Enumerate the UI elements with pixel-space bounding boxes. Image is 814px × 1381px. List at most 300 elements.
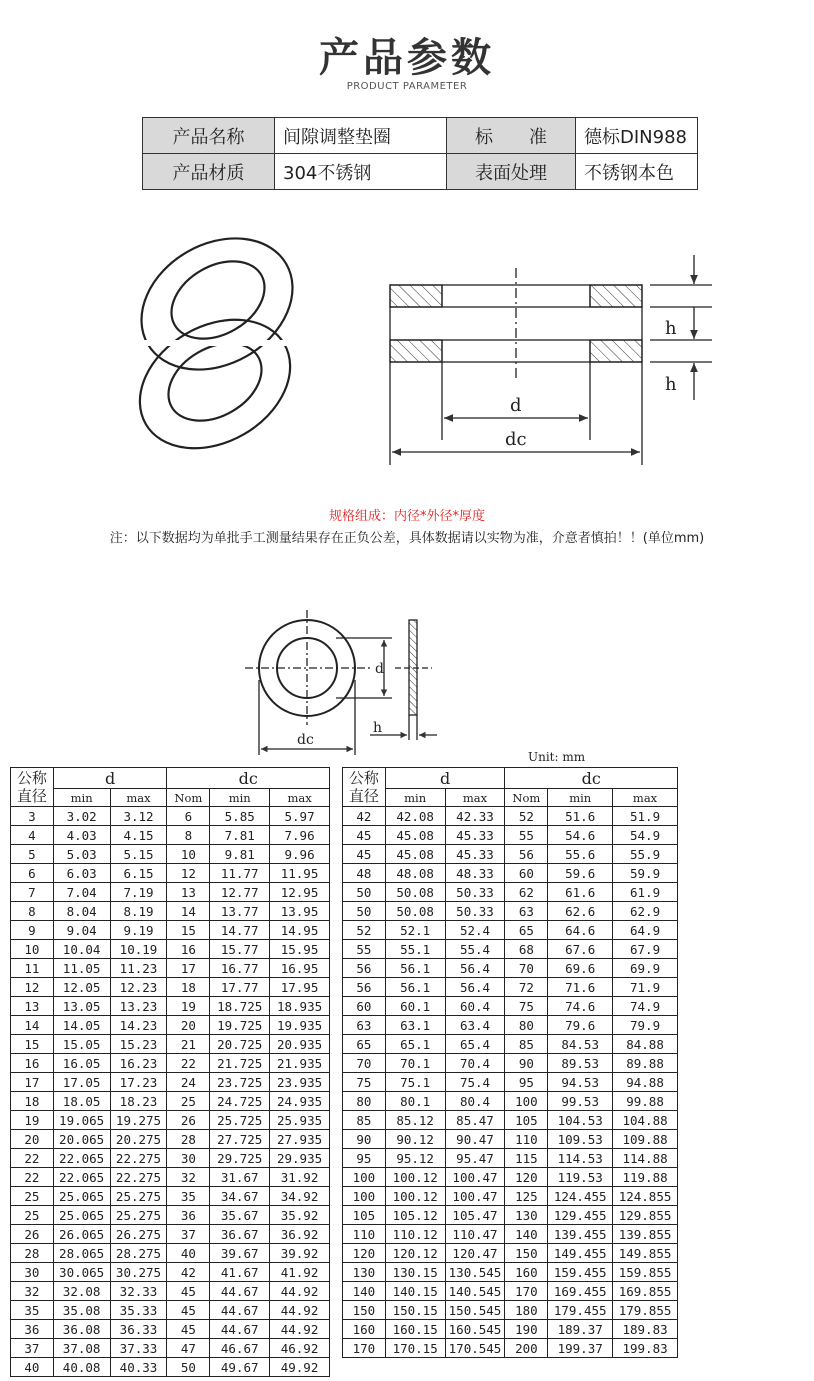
label-h: h: [665, 318, 677, 339]
header-min: min: [210, 789, 270, 807]
table-row: [11, 1187, 330, 1206]
table-cell: 21: [167, 1035, 210, 1054]
table-cell: 46.92: [270, 1339, 330, 1358]
table-cell: 56.4: [445, 959, 505, 978]
table-cell: 6.03: [53, 864, 110, 883]
spec-composition: 规格组成：内径*外径*厚度: [328, 509, 485, 524]
table-cell: 45: [167, 1320, 210, 1339]
table-cell: 100.12: [385, 1168, 445, 1187]
table-cell: 35.33: [110, 1301, 167, 1320]
table-cell: 16.23: [110, 1054, 167, 1073]
table-cell: 7.81: [210, 826, 270, 845]
table-cell: 39.92: [270, 1244, 330, 1263]
table-cell: 17.05: [53, 1073, 110, 1092]
table-cell: 139.455: [548, 1225, 613, 1244]
table-cell: 115: [505, 1149, 548, 1168]
table-cell: 61.6: [548, 883, 613, 902]
table-cell: 16.05: [53, 1054, 110, 1073]
table-row: [343, 1263, 678, 1282]
table-cell: 3: [11, 807, 54, 826]
table-cell: 26: [167, 1111, 210, 1130]
table-cell: 169.455: [548, 1282, 613, 1301]
table-cell: 64.6: [548, 921, 613, 940]
table-cell: 24.935: [270, 1092, 330, 1111]
table-cell: 45: [167, 1301, 210, 1320]
page-subtitle: PRODUCT PARAMETER: [346, 81, 468, 92]
table-cell: 70: [505, 959, 548, 978]
table-cell: 28: [11, 1244, 54, 1263]
table-row: [11, 959, 330, 978]
header-min: min: [53, 789, 110, 807]
table-cell: 56: [343, 959, 386, 978]
table-cell: 150: [505, 1244, 548, 1263]
table-cell: 16.95: [270, 959, 330, 978]
table-cell: 56.4: [445, 978, 505, 997]
table-cell: 50: [343, 883, 386, 902]
washer-diagram: [0, 0, 814, 500]
table-cell: 41.92: [270, 1263, 330, 1282]
table-row: [343, 1168, 678, 1187]
table-cell: 45: [343, 845, 386, 864]
table-cell: 45.08: [385, 845, 445, 864]
table-row: [343, 826, 678, 845]
table-cell: 199.37: [548, 1339, 613, 1358]
table-cell: 95.12: [385, 1149, 445, 1168]
table-cell: 110: [505, 1130, 548, 1149]
table-cell: 45.33: [445, 845, 505, 864]
table-cell: 31.92: [270, 1168, 330, 1187]
table-cell: 99.88: [613, 1092, 678, 1111]
table-cell: 75.4: [445, 1073, 505, 1092]
table-cell: 7.96: [270, 826, 330, 845]
header-min: min: [385, 789, 445, 807]
table-row: [343, 864, 678, 883]
table-row: [11, 1282, 330, 1301]
table-cell: 19.065: [53, 1111, 110, 1130]
table-cell: 5.97: [270, 807, 330, 826]
table-cell: 44.67: [210, 1320, 270, 1339]
table-cell: 30: [167, 1149, 210, 1168]
table-cell: 42.33: [445, 807, 505, 826]
table-cell: 20.725: [210, 1035, 270, 1054]
table-cell: 34.67: [210, 1187, 270, 1206]
table-cell: 25.275: [110, 1187, 167, 1206]
table-cell: 12.05: [53, 978, 110, 997]
table-cell: 67.9: [613, 940, 678, 959]
table-row: [343, 1244, 678, 1263]
table-cell: 160.545: [445, 1320, 505, 1339]
table-cell: 4: [11, 826, 54, 845]
table-row: [343, 1054, 678, 1073]
table-cell: 8: [167, 826, 210, 845]
table-cell: 63: [505, 902, 548, 921]
table-row: [11, 1225, 330, 1244]
table-cell: 160: [343, 1320, 386, 1339]
table-cell: 90: [343, 1130, 386, 1149]
table-cell: 40.33: [110, 1358, 167, 1377]
table-cell: 25.065: [53, 1187, 110, 1206]
table-cell: 71.6: [548, 978, 613, 997]
table-cell: 44.92: [270, 1301, 330, 1320]
table-row: [11, 997, 330, 1016]
table-cell: 29.725: [210, 1149, 270, 1168]
table-cell: 37: [167, 1225, 210, 1244]
table-cell: 25: [11, 1206, 54, 1225]
table-cell: 8.19: [110, 902, 167, 921]
table-row: [11, 1244, 330, 1263]
table-cell: 59.6: [548, 864, 613, 883]
table-cell: 42: [343, 807, 386, 826]
dimension-table-right: [342, 767, 678, 1358]
table-cell: 35.67: [210, 1206, 270, 1225]
table-cell: 11.95: [270, 864, 330, 883]
table-cell: 37.33: [110, 1339, 167, 1358]
table-cell: 105.47: [445, 1206, 505, 1225]
table-cell: 54.9: [613, 826, 678, 845]
table-cell: 25.725: [210, 1111, 270, 1130]
table-cell: 16: [11, 1054, 54, 1073]
table-cell: 150.15: [385, 1301, 445, 1320]
table-row: [11, 1111, 330, 1130]
table-row: [11, 1358, 330, 1377]
table-cell: 180: [505, 1301, 548, 1320]
table-row: [343, 845, 678, 864]
table-cell: 80.4: [445, 1092, 505, 1111]
table-row: [11, 978, 330, 997]
table-cell: 80: [505, 1016, 548, 1035]
table-cell: 129.455: [548, 1206, 613, 1225]
header-dc: dc: [167, 768, 330, 789]
table-row: [343, 1301, 678, 1320]
table-cell: 32: [167, 1168, 210, 1187]
table-cell: 65.1: [385, 1035, 445, 1054]
table-cell: 149.855: [613, 1244, 678, 1263]
table-cell: 42: [167, 1263, 210, 1282]
table-cell: 32.08: [53, 1282, 110, 1301]
table-cell: 70.1: [385, 1054, 445, 1073]
table-cell: 69.6: [548, 959, 613, 978]
table-cell: 124.455: [548, 1187, 613, 1206]
table-cell: 20.065: [53, 1130, 110, 1149]
table-cell: 85.12: [385, 1111, 445, 1130]
table-cell: 65: [343, 1035, 386, 1054]
table-cell: 119.88: [613, 1168, 678, 1187]
table-cell: 18.23: [110, 1092, 167, 1111]
table-row: [343, 902, 678, 921]
table-cell: 12: [11, 978, 54, 997]
table-cell: 65.4: [445, 1035, 505, 1054]
header-nominal: 公称直径: [11, 768, 54, 807]
table-cell: 56: [343, 978, 386, 997]
table-cell: 17.23: [110, 1073, 167, 1092]
table-cell: 48.08: [385, 864, 445, 883]
table-cell: 104.53: [548, 1111, 613, 1130]
table-cell: 25.935: [270, 1111, 330, 1130]
table-cell: 31.67: [210, 1168, 270, 1187]
table-row: [343, 997, 678, 1016]
table-cell: 30: [11, 1263, 54, 1282]
header-d: d: [385, 768, 505, 789]
table-cell: 40: [167, 1244, 210, 1263]
table-row: [11, 1320, 330, 1339]
spec-label: 产品材质: [143, 154, 275, 190]
table-cell: 54.6: [548, 826, 613, 845]
table-row: [11, 1206, 330, 1225]
table-cell: 80.1: [385, 1092, 445, 1111]
table-cell: 22.065: [53, 1168, 110, 1187]
table-cell: 36: [167, 1206, 210, 1225]
table-cell: 25: [11, 1187, 54, 1206]
table-cell: 100.47: [445, 1168, 505, 1187]
table-cell: 12: [167, 864, 210, 883]
table-cell: 36.33: [110, 1320, 167, 1339]
table-cell: 55: [343, 940, 386, 959]
table-cell: 71.9: [613, 978, 678, 997]
table-cell: 48: [343, 864, 386, 883]
table-cell: 130: [343, 1263, 386, 1282]
table-cell: 100.47: [445, 1187, 505, 1206]
table-cell: 60.4: [445, 997, 505, 1016]
table-cell: 74.6: [548, 997, 613, 1016]
table-cell: 49.92: [270, 1358, 330, 1377]
table-cell: 130: [505, 1206, 548, 1225]
table-row: [11, 1092, 330, 1111]
table-cell: 42.08: [385, 807, 445, 826]
table-cell: 14.05: [53, 1016, 110, 1035]
table-cell: 17: [167, 959, 210, 978]
table-cell: 109.88: [613, 1130, 678, 1149]
table-cell: 7: [11, 883, 54, 902]
table-row: [343, 959, 678, 978]
table-cell: 40.08: [53, 1358, 110, 1377]
table-cell: 25.065: [53, 1206, 110, 1225]
table-cell: 52.1: [385, 921, 445, 940]
table-row: [343, 921, 678, 940]
table-cell: 37: [11, 1339, 54, 1358]
table-cell: 36.08: [53, 1320, 110, 1339]
table-cell: 72: [505, 978, 548, 997]
spec-label: 标 准: [447, 118, 576, 154]
table-cell: 20.935: [270, 1035, 330, 1054]
table-cell: 9.19: [110, 921, 167, 940]
table-cell: 27.725: [210, 1130, 270, 1149]
table-cell: 150: [343, 1301, 386, 1320]
table-cell: 55.1: [385, 940, 445, 959]
table-cell: 75: [343, 1073, 386, 1092]
table-cell: 22: [167, 1054, 210, 1073]
table-row: [11, 1149, 330, 1168]
table-cell: 55: [505, 826, 548, 845]
table-cell: 60: [505, 864, 548, 883]
table-cell: 46.67: [210, 1339, 270, 1358]
header-max: max: [445, 789, 505, 807]
label-dc: dc: [505, 429, 527, 450]
table-cell: 9.04: [53, 921, 110, 940]
table-cell: 200: [505, 1339, 548, 1358]
table-cell: 129.855: [613, 1206, 678, 1225]
table-cell: 100.12: [385, 1187, 445, 1206]
table-cell: 20.275: [110, 1130, 167, 1149]
table-cell: 28.065: [53, 1244, 110, 1263]
label-h: h: [665, 374, 677, 395]
header-max: max: [270, 789, 330, 807]
table-row: [343, 1130, 678, 1149]
table-row: [343, 940, 678, 959]
header-nominal: 公称直径: [343, 768, 386, 807]
table-cell: 62.9: [613, 902, 678, 921]
header-nom: Nom: [505, 789, 548, 807]
header-nom: Nom: [167, 789, 210, 807]
table-cell: 44.92: [270, 1320, 330, 1339]
table-cell: 189.83: [613, 1320, 678, 1339]
table-cell: 199.83: [613, 1339, 678, 1358]
table-row: [11, 1035, 330, 1054]
table-cell: 11.05: [53, 959, 110, 978]
table-cell: 69.9: [613, 959, 678, 978]
table-cell: 70.4: [445, 1054, 505, 1073]
table-cell: 14.77: [210, 921, 270, 940]
table-cell: 20: [11, 1130, 54, 1149]
table-cell: 159.855: [613, 1263, 678, 1282]
table-cell: 84.53: [548, 1035, 613, 1054]
table-cell: 13: [167, 883, 210, 902]
table-cell: 75: [505, 997, 548, 1016]
small-label-h: h: [373, 720, 383, 736]
table-cell: 45: [167, 1282, 210, 1301]
table-cell: 120.47: [445, 1244, 505, 1263]
table-cell: 8.04: [53, 902, 110, 921]
table-cell: 50: [343, 902, 386, 921]
table-cell: 8: [11, 902, 54, 921]
table-cell: 109.53: [548, 1130, 613, 1149]
table-cell: 55.6: [548, 845, 613, 864]
table-cell: 50: [167, 1358, 210, 1377]
table-cell: 61.9: [613, 883, 678, 902]
table-cell: 140.15: [385, 1282, 445, 1301]
table-cell: 99.53: [548, 1092, 613, 1111]
table-cell: 110.12: [385, 1225, 445, 1244]
table-row: [11, 845, 330, 864]
table-cell: 67.6: [548, 940, 613, 959]
table-cell: 120.12: [385, 1244, 445, 1263]
table-row: [343, 1016, 678, 1035]
table-row: [11, 883, 330, 902]
table-cell: 26.275: [110, 1225, 167, 1244]
table-cell: 114.53: [548, 1149, 613, 1168]
table-cell: 26.065: [53, 1225, 110, 1244]
table-row: [343, 1073, 678, 1092]
table-cell: 14.23: [110, 1016, 167, 1035]
table-cell: 45.08: [385, 826, 445, 845]
table-cell: 94.53: [548, 1073, 613, 1092]
table-cell: 139.855: [613, 1225, 678, 1244]
unit-label: Unit: mm: [528, 750, 586, 764]
table-cell: 18.725: [210, 997, 270, 1016]
table-cell: 5.15: [110, 845, 167, 864]
table-cell: 13.95: [270, 902, 330, 921]
table-cell: 11: [11, 959, 54, 978]
table-row: [11, 921, 330, 940]
table-cell: 23.935: [270, 1073, 330, 1092]
table-cell: 85.47: [445, 1111, 505, 1130]
table-cell: 159.455: [548, 1263, 613, 1282]
table-cell: 90.47: [445, 1130, 505, 1149]
table-cell: 60: [343, 997, 386, 1016]
table-cell: 35.08: [53, 1301, 110, 1320]
table-cell: 62.6: [548, 902, 613, 921]
table-row: [11, 1073, 330, 1092]
table-cell: 13.23: [110, 997, 167, 1016]
table-cell: 45.33: [445, 826, 505, 845]
table-row: [343, 1206, 678, 1225]
table-cell: 7.19: [110, 883, 167, 902]
table-cell: 44.67: [210, 1282, 270, 1301]
table-cell: 110.47: [445, 1225, 505, 1244]
table-cell: 10.04: [53, 940, 110, 959]
table-cell: 14: [167, 902, 210, 921]
table-row: [11, 807, 330, 826]
table-cell: 23.725: [210, 1073, 270, 1092]
table-row: [343, 1111, 678, 1130]
table-cell: 140: [505, 1225, 548, 1244]
washer-illustration-icon: [117, 212, 317, 474]
table-cell: 44.67: [210, 1301, 270, 1320]
table-cell: 18.05: [53, 1092, 110, 1111]
table-cell: 48.33: [445, 864, 505, 883]
table-cell: 100: [343, 1168, 386, 1187]
table-cell: 6: [11, 864, 54, 883]
table-cell: 84.88: [613, 1035, 678, 1054]
spec-value: 间隙调整垫圈: [275, 118, 447, 154]
table-cell: 105: [505, 1111, 548, 1130]
table-cell: 32.33: [110, 1282, 167, 1301]
table-cell: 19.275: [110, 1111, 167, 1130]
table-cell: 74.9: [613, 997, 678, 1016]
table-cell: 64.9: [613, 921, 678, 940]
table-cell: 114.88: [613, 1149, 678, 1168]
table-cell: 15: [11, 1035, 54, 1054]
table-cell: 56.1: [385, 978, 445, 997]
table-cell: 50.08: [385, 883, 445, 902]
table-cell: 52.4: [445, 921, 505, 940]
table-cell: 79.6: [548, 1016, 613, 1035]
table-row: [343, 1225, 678, 1244]
table-cell: 169.855: [613, 1282, 678, 1301]
table-cell: 10: [167, 845, 210, 864]
table-cell: 36.92: [270, 1225, 330, 1244]
table-cell: 18: [11, 1092, 54, 1111]
table-row: [343, 1035, 678, 1054]
table-row: [11, 826, 330, 845]
spec-value: 不锈钢本色: [576, 154, 698, 190]
table-cell: 68: [505, 940, 548, 959]
table-cell: 22: [11, 1168, 54, 1187]
table-cell: 56: [505, 845, 548, 864]
table-cell: 5: [11, 845, 54, 864]
table-cell: 32: [11, 1282, 54, 1301]
table-row: [343, 807, 678, 826]
table-cell: 4.15: [110, 826, 167, 845]
table-cell: 35: [167, 1187, 210, 1206]
table-cell: 24: [167, 1073, 210, 1092]
table-cell: 18.935: [270, 997, 330, 1016]
section-drawing: [390, 255, 712, 465]
table-cell: 19.935: [270, 1016, 330, 1035]
table-cell: 63.1: [385, 1016, 445, 1035]
table-cell: 140.545: [445, 1282, 505, 1301]
spec-value: 德标DIN988: [576, 118, 698, 154]
table-cell: 41.67: [210, 1263, 270, 1282]
